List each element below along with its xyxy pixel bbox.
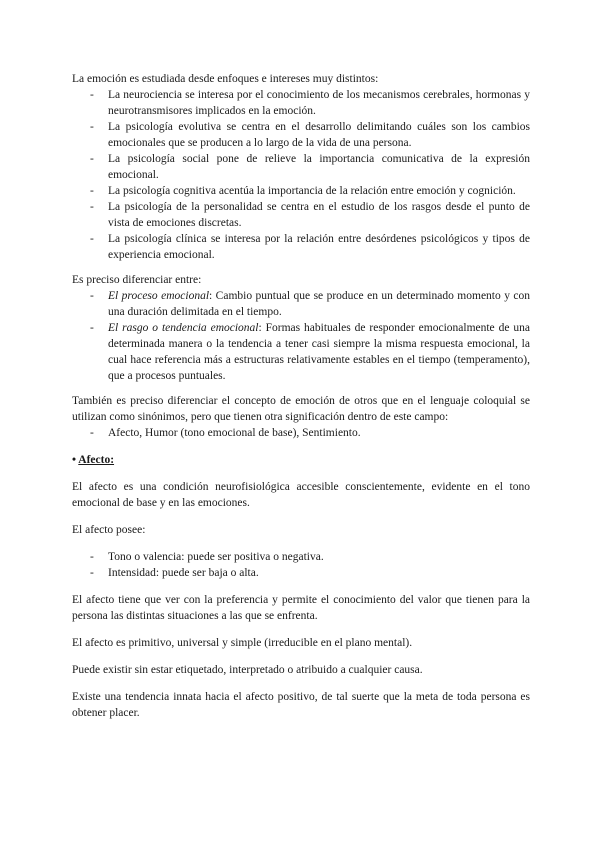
dash-bullet: -	[90, 551, 94, 563]
afecto-tendency: Existe una tendencia innata hacia el afecto positivo, de tal suerte que la meta de toda persona es obtener placer.	[72, 691, 530, 719]
approaches-list	[72, 87, 530, 263]
dash-bullet: -	[90, 185, 94, 197]
list-item: - Tono o valencia: puede ser positiva o negativa.	[90, 551, 324, 563]
list-item: - La psicología clínica se interesa por la relación entre desórdenes psicológicos y tipos de experiencia emocional.	[90, 233, 530, 261]
dash-bullet: -	[90, 233, 94, 245]
dash-bullet: -	[90, 567, 94, 579]
list-item	[72, 320, 530, 384]
dash-bullet: -	[90, 201, 94, 213]
afecto-definition: El afecto es una condición neurofisiológica accesible conscientemente, evidente en el tono emocional de base y en las emociones.	[72, 481, 530, 509]
dash-bullet: -	[90, 427, 94, 439]
term: El proceso emocional	[108, 290, 210, 302]
list-item	[72, 288, 530, 320]
list-item: - Afecto, Humor (tono emocional de base), Sentimiento.	[90, 427, 361, 439]
differentiate-list	[72, 288, 530, 384]
list-item: - La neurociencia se interesa por el conocimiento de los mecanismos cerebrales, hormonas y neurotransmisores implicados en la emoción.	[90, 89, 530, 117]
list-item: - La psicología cognitiva acentúa la importancia de la relación entre emoción y cognición.	[90, 185, 516, 197]
concepts-intro: También es preciso diferenciar el concepto de emoción de otros que en el lenguaje coloquial se utilizan como sinónimos, pero que tienen otra significación dentro de este campo:	[72, 395, 530, 423]
dash-bullet: -	[90, 121, 94, 133]
dash-bullet: -	[90, 153, 94, 165]
definition: : Formas habituales de responder emocionalmente de una determinada manera o la tendencia a tener casi siempre la misma respuesta emocional, la cual hace referencia más a estructuras relativamente estables en el tiempo (temperamento), que a procesos puntuales.	[108, 322, 530, 382]
afecto-primitive: El afecto es primitivo, universal y simple (irreducible en el plano mental).	[72, 637, 413, 649]
concepts-list	[72, 425, 530, 441]
definition: : Cambio puntual que se produce en un determinado momento y con una duración delimitada en el tiempo.	[108, 290, 531, 318]
dash-bullet: -	[90, 290, 94, 302]
list-item: - La psicología evolutiva se centra en el desarrollo delimitando cuáles son los cambios emocionales que se producen a lo largo de la vida de una persona.	[90, 121, 530, 149]
bullet-icon: •	[72, 454, 77, 466]
list-item: - La psicología social pone de relieve la importancia comunicativa de la expresión emocional.	[90, 153, 530, 181]
afecto-posee: El afecto posee:	[72, 524, 146, 536]
document-page	[72, 71, 530, 721]
afecto-unlabeled: Puede existir sin estar etiquetado, interpretado o atribuido a cualquier causa.	[72, 664, 423, 676]
afecto-props-list	[72, 549, 530, 581]
afecto-preference: El afecto tiene que ver con la preferencia y permite el conocimiento del valor que tienen para la persona las distintas situaciones a las que se enfrenta.	[72, 594, 530, 622]
dash-bullet: -	[90, 89, 94, 101]
list-item: - Intensidad: puede ser baja o alta.	[90, 567, 259, 579]
section-heading	[72, 452, 530, 468]
differentiate-intro: Es preciso diferenciar entre:	[72, 274, 202, 286]
term: El rasgo o tendencia emocional	[108, 322, 259, 334]
intro-paragraph: La emoción es estudiada desde enfoques e intereses muy distintos:	[72, 73, 379, 85]
section-title: Afecto:	[78, 454, 115, 466]
dash-bullet: -	[90, 322, 94, 334]
list-item: - La psicología de la personalidad se centra en el estudio de los rasgos desde el punto de vista de emociones discretas.	[90, 201, 530, 229]
